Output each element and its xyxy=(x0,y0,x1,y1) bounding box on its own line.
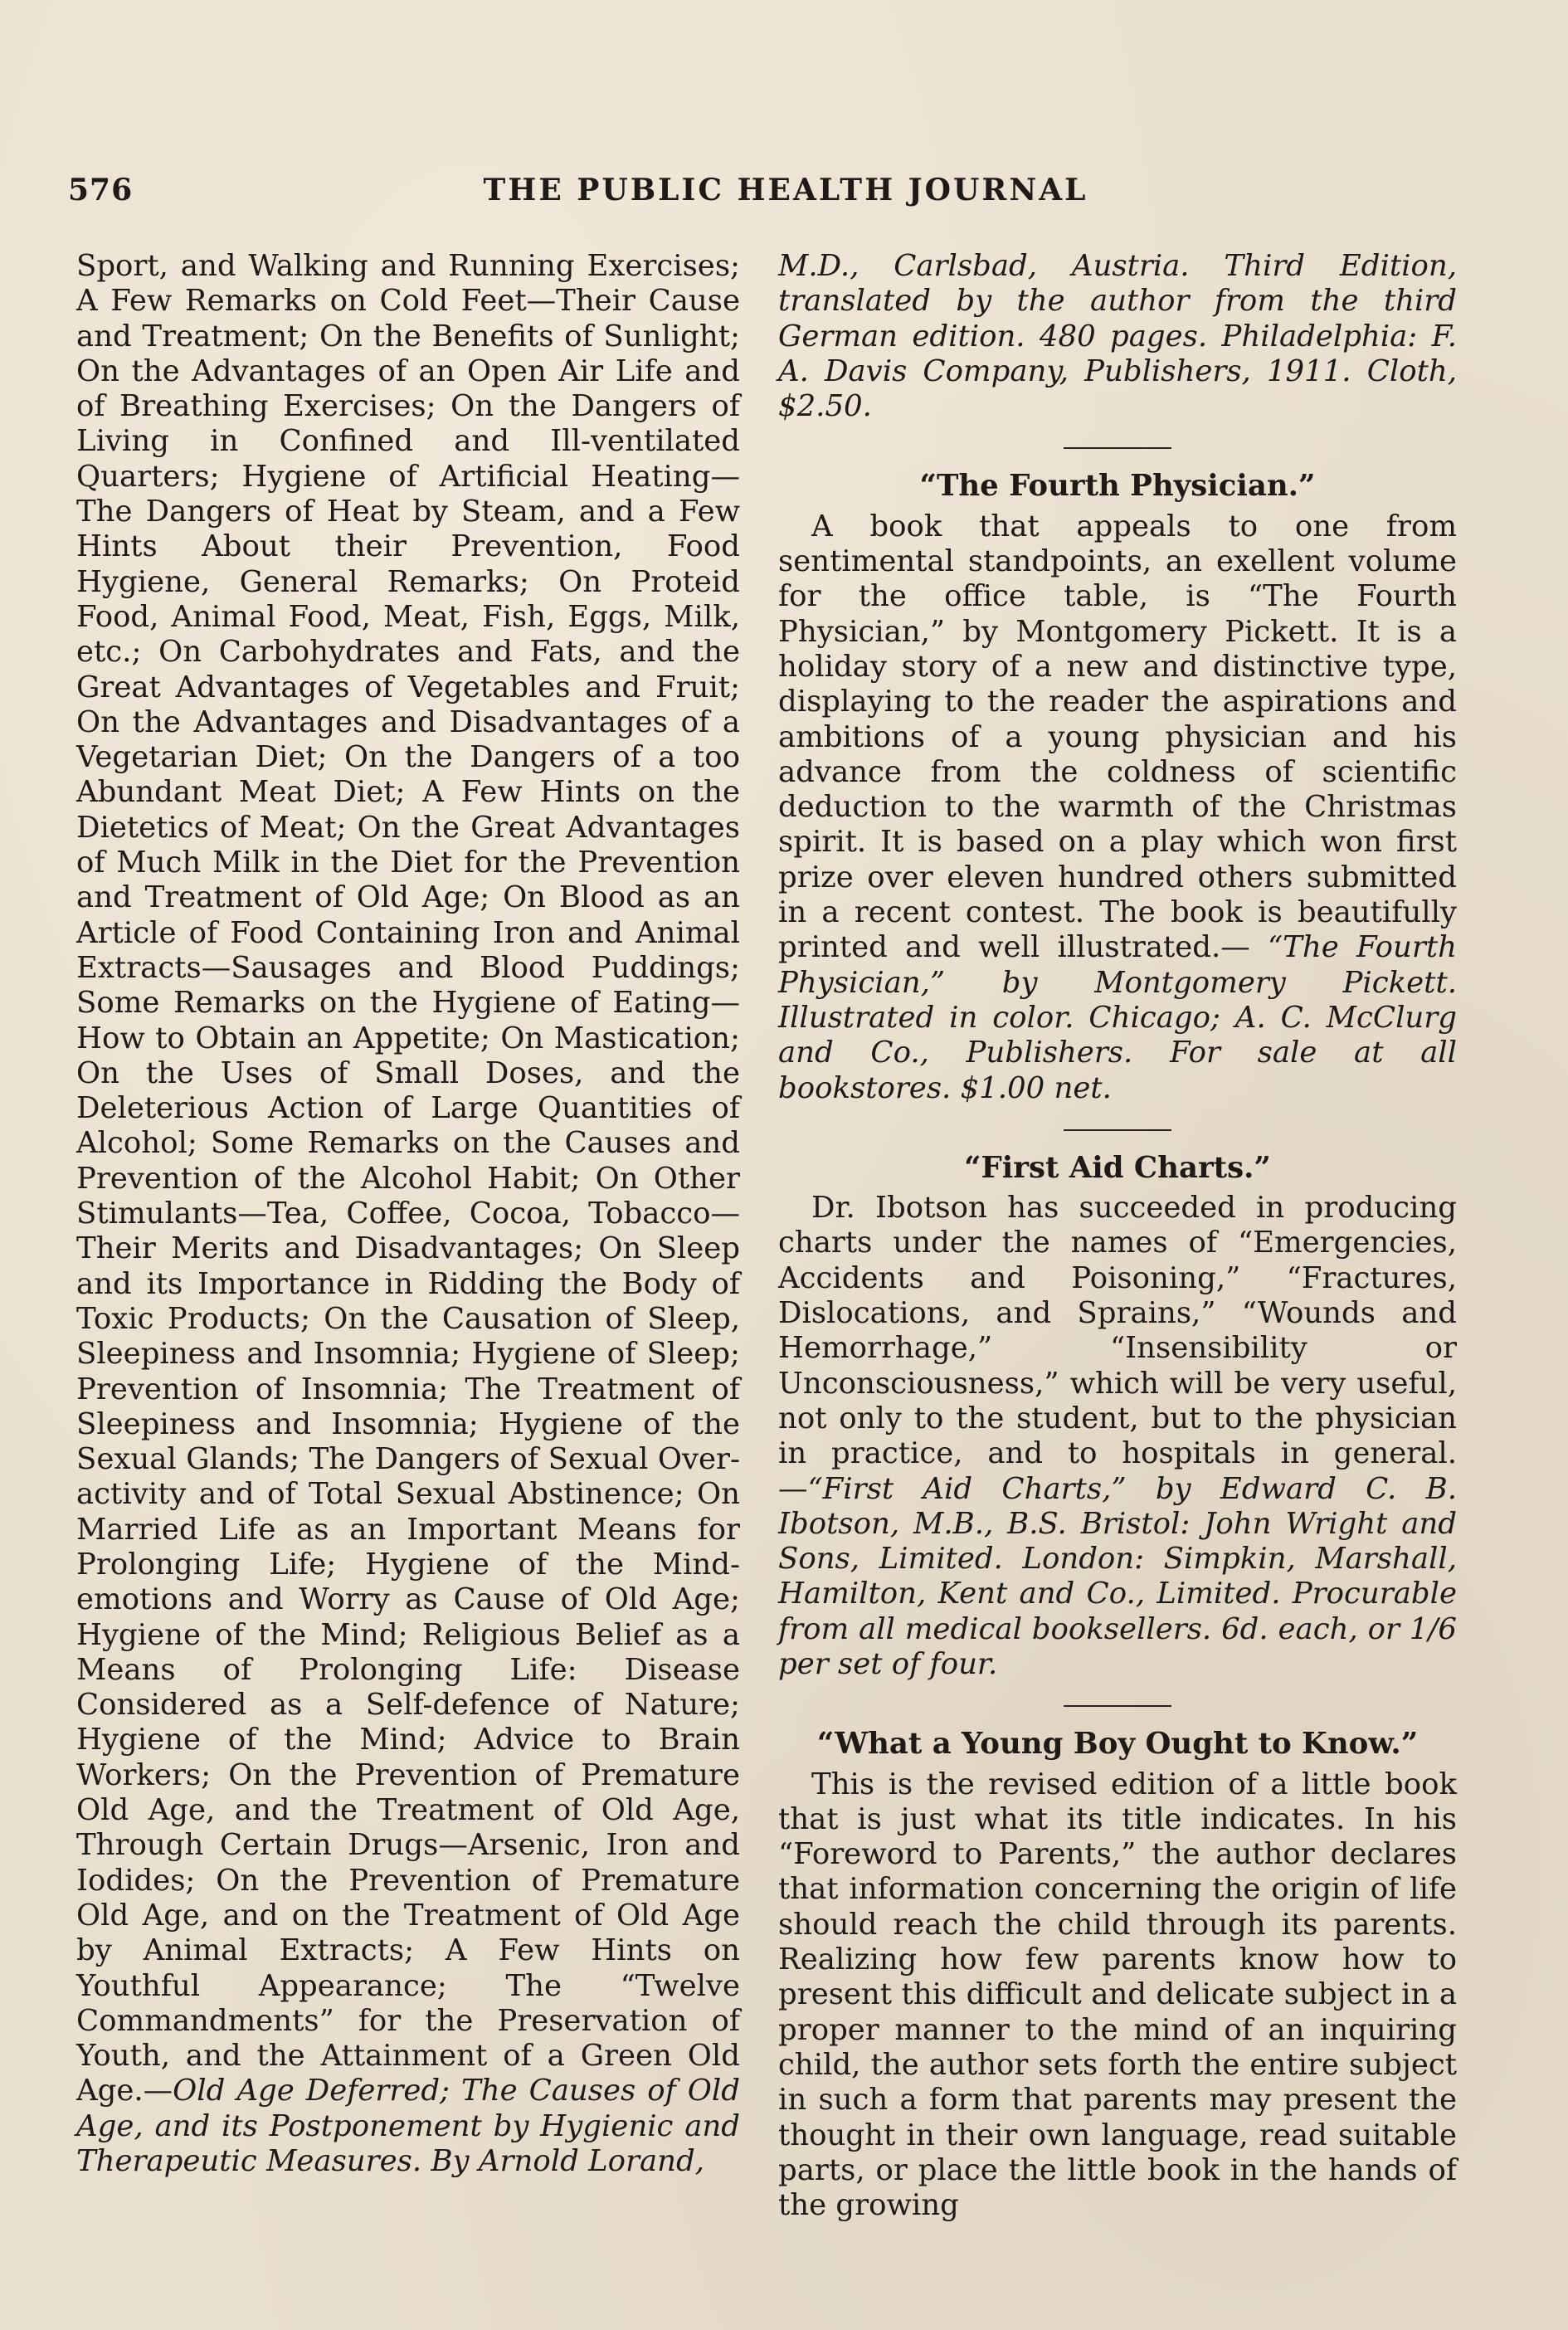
section-divider xyxy=(1064,447,1171,449)
section-heading: “The Fourth Physician.” xyxy=(919,469,1316,504)
section-citation: “The Fourth Physician,” by Montgomery Pickett. Illustrated in color. Chicago; A. C. McClurg and Co., Publishers. For sale at all bookstores. $1.00 net. xyxy=(778,930,1457,1105)
left-column-paragraph xyxy=(76,249,740,2179)
section-body: A book that appeals to one from sentimental standpoints, an exellent volume for the office table, is “The Fourth Physician,” by Montgomery Pickett. It is a holiday story of a new and distinctive type, displaying to the reader the aspirations and ambitions of a young physician and his advance from the coldness of scientific deduction to the warmth of the Christmas spirit. It is based on a play which won first prize over eleven hundred others submitted in a recent contest. The book is beautifully printed and well illustrated.— xyxy=(778,509,1457,965)
section-heading: “What a Young Boy Ought to Know.” xyxy=(816,1727,1419,1762)
section-body: This is the revised edition of a little book that is just what its title indicates. In his “Foreword to Parents,” the author declares that information concerning the origin of life should reach the child through its parents. Realizing how few parents know how to present this difficult and delicate subject in a proper manner to the mind of an inquiring child, the author sets forth the entire subject in such a form that parents may present the thought in their own language, read suitable parts, or place the little book in the hands of the growing xyxy=(778,1767,1457,2223)
section-divider xyxy=(1064,1129,1171,1131)
page-number: 576 xyxy=(68,173,134,207)
section-paragraph xyxy=(778,1767,1457,2224)
section-divider xyxy=(1064,1705,1171,1707)
section-heading: “First Aid Charts.” xyxy=(964,1150,1271,1185)
section-body: Dr. Ibotson has succeeded in producing charts under the names of “Emergencies, Accidents and Poisoning,” “Fractures, Dislocations, and Sprains,” “Wounds and Hemorrhage,” “Insensibility or Unconsciousness,” which will be very useful, not only to the student, but to the physician in practice, and to hospitals in general.— xyxy=(778,1191,1457,1506)
running-head xyxy=(68,173,1503,214)
section-citation: “First Aid Charts,” by Edward C. B. Ibotson, M.B., B.S. Bristol: John Wright and Sons, Limited. London: Simpkin, Marshall, Hamilton, Kent and Co., Limited. Procurable from all medical booksellers. 6d. each, or 1/6 per set of four. xyxy=(778,1471,1457,1681)
continued-citation: M.D., Carlsbad, Austria. Third Edition, translated by the author from the third German edition. 480 pages. Philadelphia: F. A. Davis Company, Publishers, 1911. Cloth, $2.50. xyxy=(778,249,1457,424)
left-body-text: Sport, and Walking and Running Exercises; A Few Remarks on Cold Feet—Their Cause and Treatment; On the Benefits of Sunlight; On the Advantages of an Open Air Life and of Breathing Exercises; On the Dangers of Living in Confined and Ill-ventilated Quarters; Hygiene of Artificial Heating—The Dangers of Heat by Steam, and a Few Hints About their Prevention, Food Hygiene, General Remarks; On Proteid Food, Animal Food, Meat, Fish, Eggs, Milk, etc.; On Carbohydrates and Fats, and the Great Advantages of Vegetables and Fruit; On the Advantages and Disadvantages of a Vegetarian Diet; On the Dangers of a too Abundant Meat Diet; A Few Hints on the Dietetics of Meat; On the Great Advantages of Much Milk in the Diet for the Prevention and Treatment of Old Age; On Blood as an Article of Food Containing Iron and Animal Extracts—Sausages and Blood Puddings; Some Remarks on the Hygiene of Eating—How to Obtain an Appetite; On Mastication; On the Uses of Small Doses, and the Deleterious Action of Large Quantities of Alcohol; Some Remarks on the Causes and Prevention of the Alcohol Habit; On Other Stimulants—Tea, Coffee, Cocoa, Tobacco—Their Merits and Disadvantages; On Sleep and its Importance in Ridding the Body of Toxic Products; On the Causation of Sleep, Sleepiness and Insomnia; Hygiene of Sleep; Prevention of Insomnia; The Treatment of Sleepiness and Insomnia; Hygiene of the Sexual Glands; The Dangers of Sexual Over-activity and of Total Sexual Abstinence; On Married Life as an Important Means for Prolonging Life; Hygiene of the Mind-emotions and Worry as Cause of Old Age; Hygiene of the Mind; Religious Belief as a Means of Prolonging Life: Disease Considered as a Self-defence of Nature; Hygiene of the Mind; Advice to Brain Workers; On the Prevention of Premature Old Age, and the Treatment of Old Age, Through Certain Drugs—Arsenic, Iron and Iodides; On the Prevention of Premature Old Age, and on the Treatment of Old Age by Animal Extracts; A Few Hints on Youthful Appearance; The “Twelve Commandments” for the Preservation of Youth, and the Attainment of a Green Old Age.— xyxy=(76,249,740,2108)
journal-title: THE PUBLIC HEALTH JOURNAL xyxy=(483,173,1088,207)
section-paragraph xyxy=(778,509,1457,1106)
left-citation: Old Age Deferred; The Causes of Old Age, and its Postponement by Hygienic and Therapeutic Measures. By Arnold Lorand, xyxy=(76,2074,740,2179)
section-paragraph xyxy=(778,1191,1457,1682)
right-column xyxy=(778,249,1457,2223)
left-column xyxy=(76,249,740,2179)
